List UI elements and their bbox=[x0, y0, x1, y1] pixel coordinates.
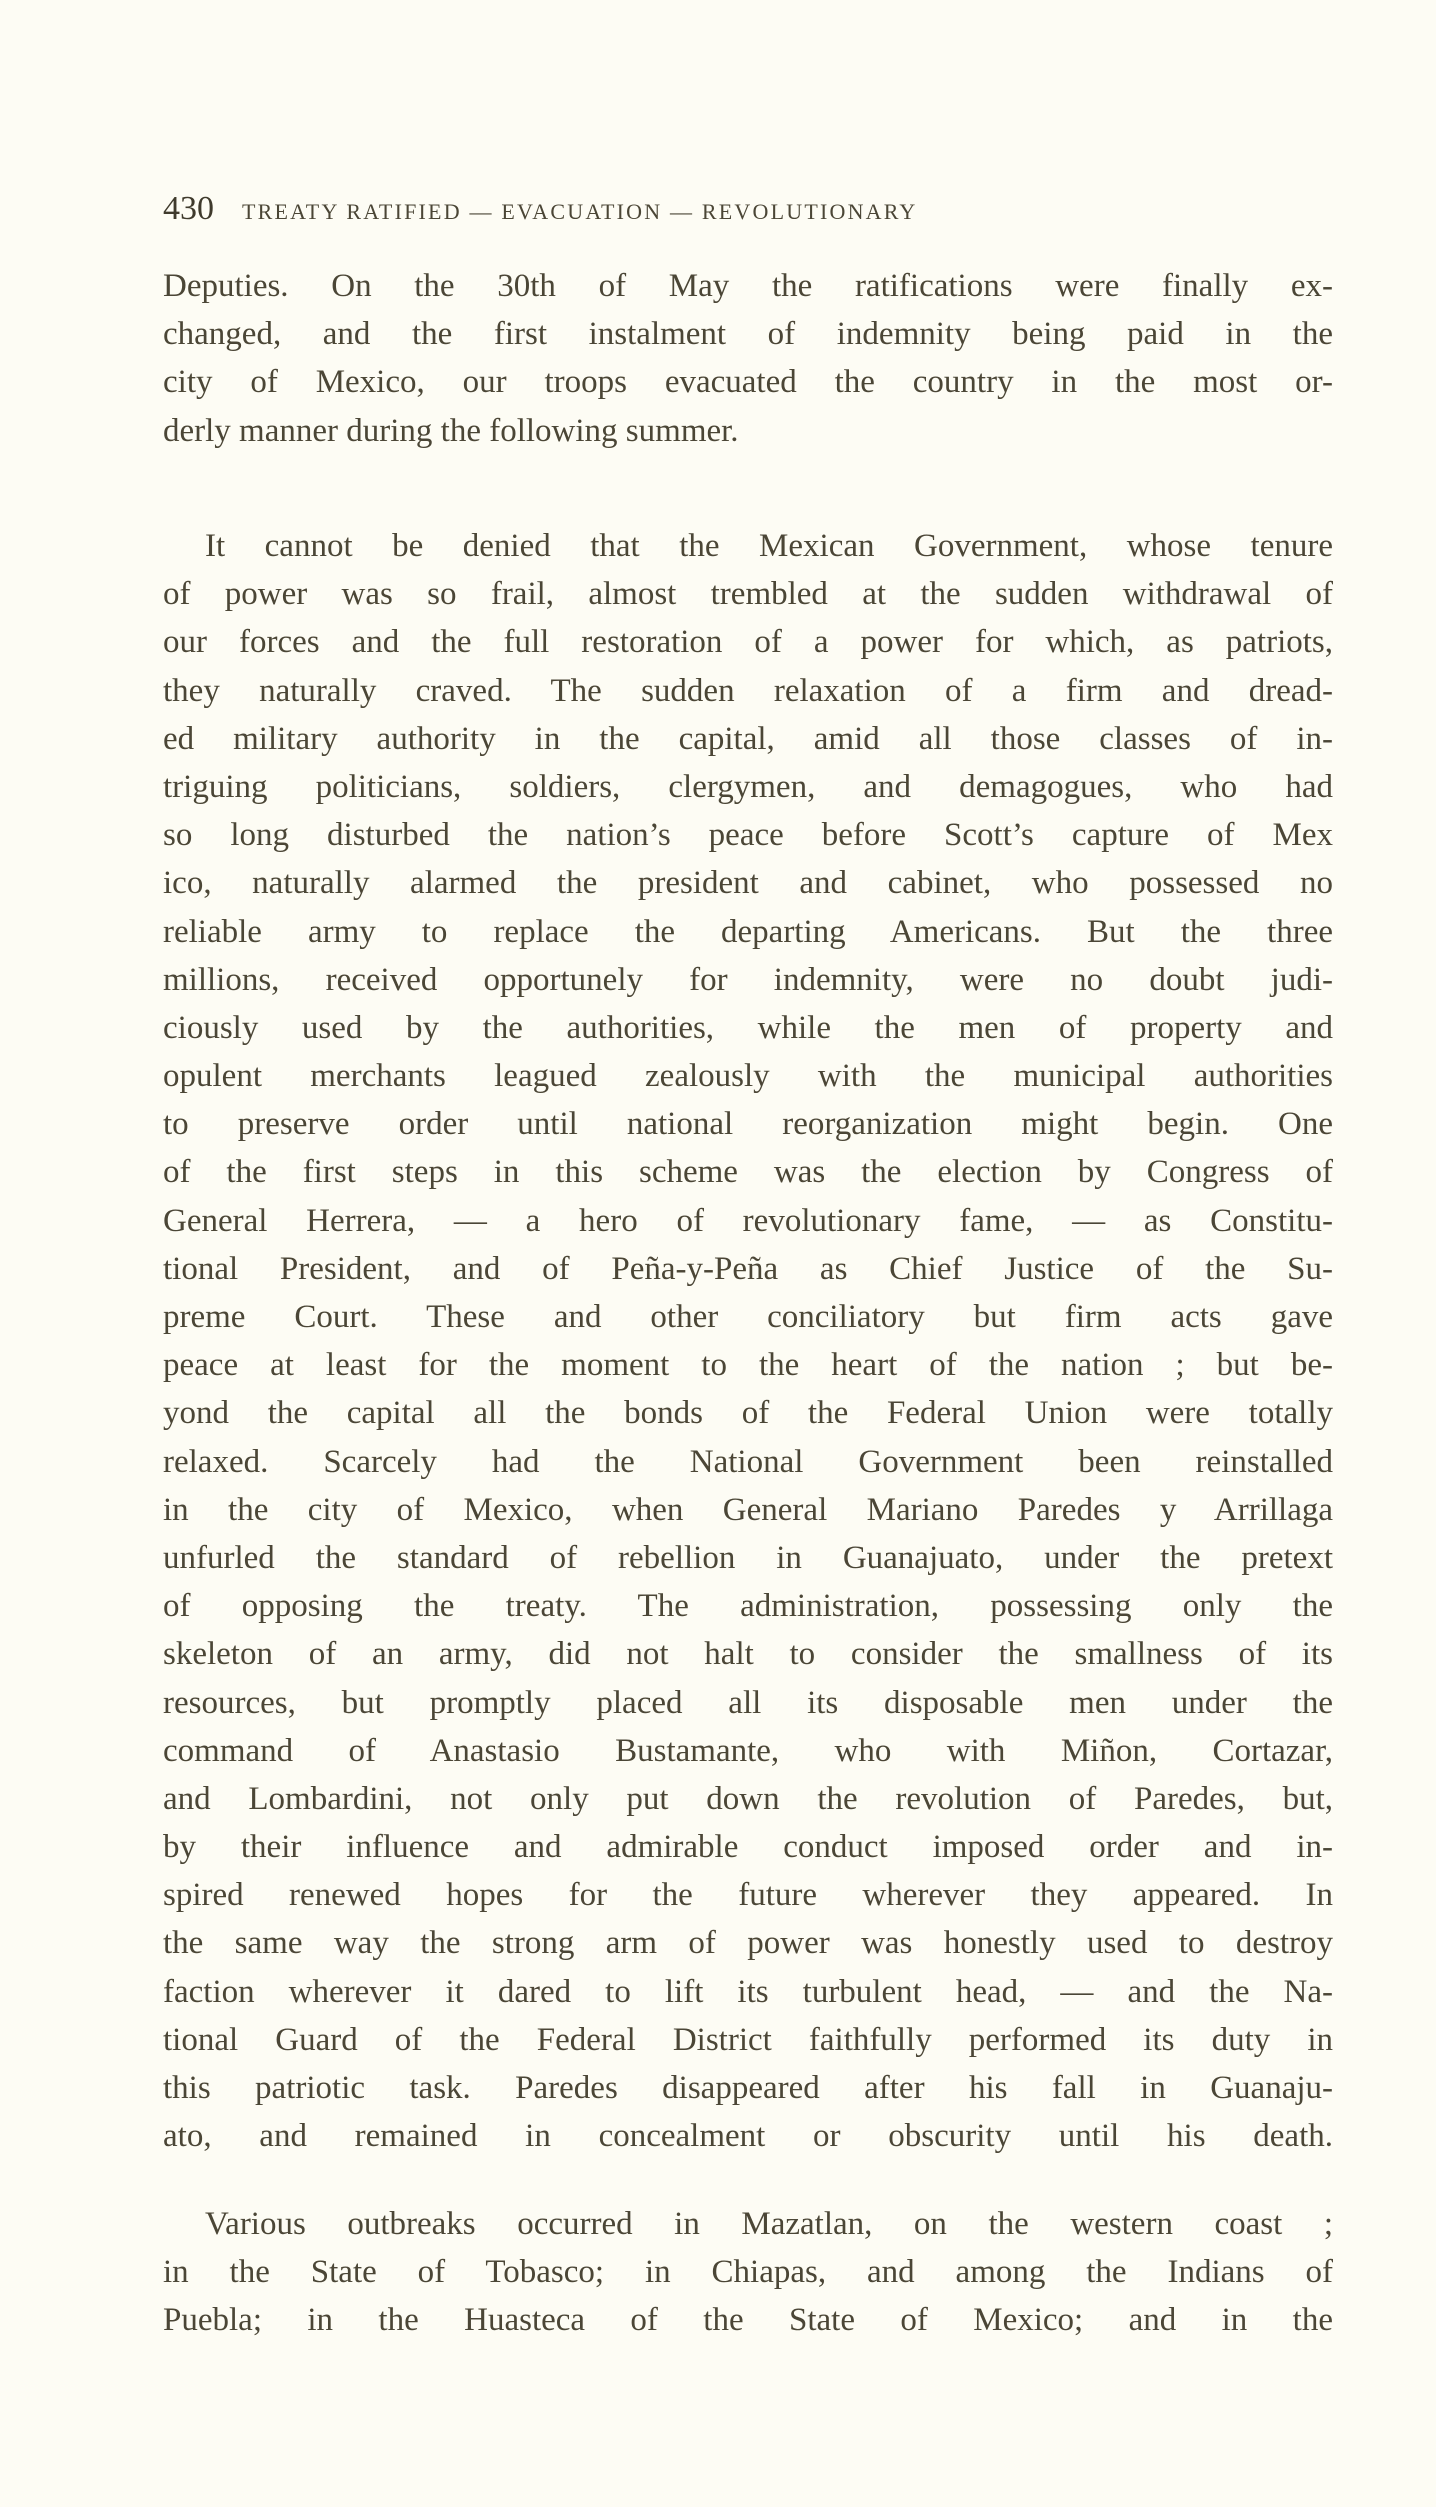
text-line: so long disturbed the nation’s peace before Scott’s capture of Mex bbox=[163, 817, 1333, 854]
text-line: ato, and remained in concealment or obscurity until his death. bbox=[163, 2118, 1333, 2155]
text-line: to preserve order until national reorganization might begin. One bbox=[163, 1106, 1333, 1143]
text-line: in the city of Mexico, when General Mariano Paredes y Arrillaga bbox=[163, 1491, 1333, 1528]
text-line: this patriotic task. Paredes disappeared after his fall in Guanaju- bbox=[163, 2070, 1333, 2106]
text-line: command of Anastasio Bustamante, who with Miñon, Cortazar, bbox=[163, 1732, 1333, 1769]
text-line: ico, naturally alarmed the president and cabinet, who possessed no bbox=[163, 865, 1333, 902]
text-line: and Lombardini, not only put down the revolution of Paredes, but, bbox=[163, 1780, 1333, 1817]
running-head bbox=[163, 190, 1333, 230]
paragraph-1 bbox=[163, 262, 1333, 455]
text-line: they naturally craved. The sudden relaxation of a firm and dread- bbox=[163, 672, 1333, 709]
text-line: triguing politicians, soldiers, clergymen, and demagogues, who had bbox=[163, 768, 1333, 805]
text-line: ciously used by the authorities, while the men of property and bbox=[163, 1009, 1333, 1046]
text-line: faction wherever it dared to lift its turbulent head, — and the Na- bbox=[163, 1973, 1333, 2010]
text-line: by their influence and admirable conduct imposed order and in- bbox=[163, 1829, 1333, 1866]
text-line: city of Mexico, our troops evacuated the country in the most or- bbox=[163, 364, 1333, 401]
text-line: General Herrera, — a hero of revolutionary fame, — as Constitu- bbox=[163, 1202, 1333, 1239]
text-line: Various outbreaks occurred in Mazatlan, on the western coast ; bbox=[205, 2206, 1333, 2242]
text-line: skeleton of an army, did not halt to consider the smallness of its bbox=[163, 1636, 1333, 1673]
text-line: unfurled the standard of rebellion in Guanajuato, under the pretext bbox=[163, 1539, 1333, 1576]
text-line: of power was so frail, almost trembled at the sudden withdrawal of bbox=[163, 576, 1333, 613]
text-line: opulent merchants leagued zealously with the municipal authorities bbox=[163, 1058, 1333, 1095]
text-line: spired renewed hopes for the future wherever they appeared. In bbox=[163, 1877, 1333, 1914]
text-line: ed military authority in the capital, amid all those classes of in- bbox=[163, 720, 1333, 757]
page-number: 430 bbox=[163, 190, 214, 227]
text-line: resources, but promptly placed all its disposable men under the bbox=[163, 1684, 1333, 1721]
text-line: derly manner during the following summer. bbox=[163, 412, 739, 449]
text-line: tional President, and of Peña-y-Peña as Chief Justice of the Su- bbox=[163, 1250, 1333, 1287]
text-line: the same way the strong arm of power was honestly used to destroy bbox=[163, 1925, 1333, 1962]
text-line: peace at least for the moment to the heart of the nation ; but be- bbox=[163, 1347, 1333, 1384]
text-line: millions, received opportunely for indemnity, were no doubt judi- bbox=[163, 961, 1333, 998]
text-line: of opposing the treaty. The administration, possessing only the bbox=[163, 1588, 1333, 1625]
text-line: in the State of Tobasco; in Chiapas, and among the Indians of bbox=[163, 2254, 1333, 2291]
text-line: reliable army to replace the departing Americans. But the three bbox=[163, 913, 1333, 950]
paragraph-3 bbox=[163, 2200, 1333, 2345]
text-line: relaxed. Scarcely had the National Government been reinstalled bbox=[163, 1443, 1333, 1480]
text-line: Deputies. On the 30th of May the ratifications were finally ex- bbox=[163, 268, 1333, 304]
paragraph-2 bbox=[163, 522, 1333, 2160]
text-line: preme Court. These and other conciliatory but firm acts gave bbox=[163, 1299, 1333, 1335]
text-line: tional Guard of the Federal District faithfully performed its duty in bbox=[163, 2021, 1333, 2058]
running-title: TREATY RATIFIED — EVACUATION — REVOLUTIONARY bbox=[242, 199, 918, 224]
text-line: It cannot be denied that the Mexican Government, whose tenure bbox=[205, 528, 1333, 564]
text-line: Puebla; in the Huasteca of the State of Mexico; and in the bbox=[163, 2302, 1333, 2339]
text-line: yond the capital all the bonds of the Federal Union were totally bbox=[163, 1395, 1333, 1432]
text-line: our forces and the full restoration of a power for which, as patriots, bbox=[163, 624, 1333, 661]
text-line: changed, and the first instalment of indemnity being paid in the bbox=[163, 316, 1333, 353]
text-line: of the first steps in this scheme was the election by Congress of bbox=[163, 1154, 1333, 1191]
